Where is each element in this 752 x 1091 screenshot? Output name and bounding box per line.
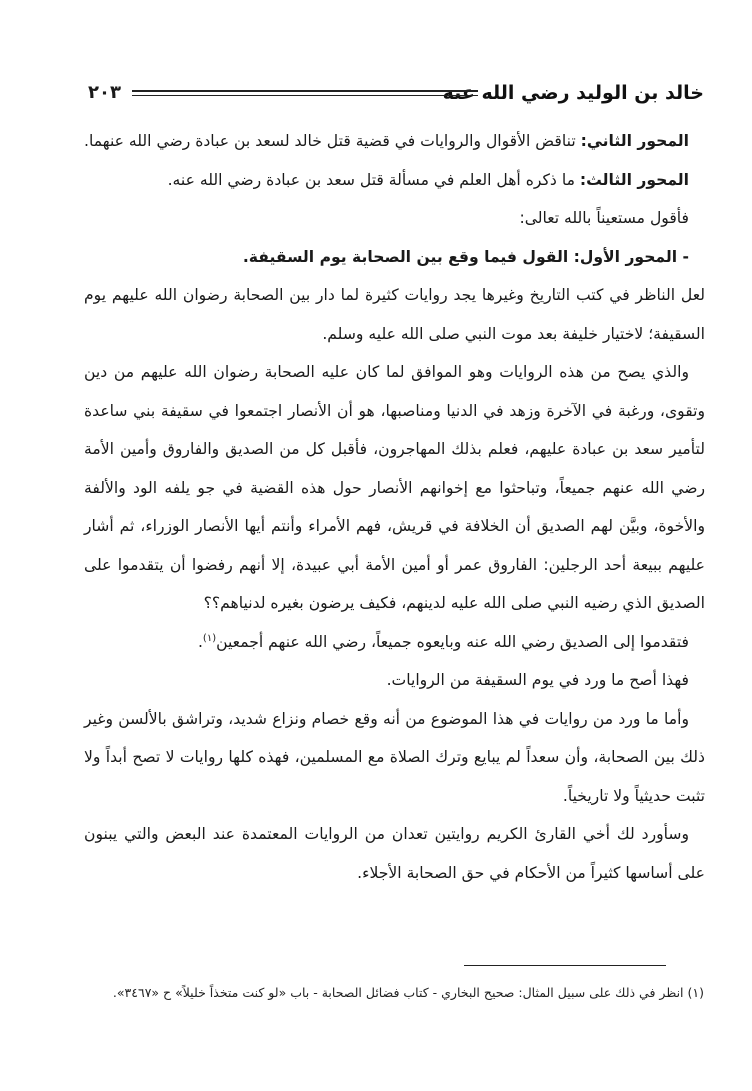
paragraph-text: ما ذكره أهل العلم في مسألة قتل سعد بن عبادة رضي الله عنه.: [167, 170, 580, 189]
paragraph: [84, 161, 705, 200]
axis-label: المحور الثاني:: [580, 132, 689, 150]
paragraph-end: .: [197, 632, 203, 651]
paragraph: لعل الناظر في كتب التاريخ وغيرها يجد روايات كثيرة لما دار بين الصحابة رضوان الله عليهم يوم السقيفة؛ لاختيار خليفة بعد موت النبي صلى الله عليه وسلم.: [84, 286, 705, 343]
footnote-text: (١) انظر في ذلك على سبيل المثال: صحيح البخاري - كتاب فضائل الصحابة - باب «لو كنت متخذاً خليلاً» ح «٣٤٦٧».: [112, 985, 704, 1000]
body-text: [84, 122, 705, 892]
paragraph: فأقول مستعيناً بالله تعالى:: [519, 209, 689, 227]
running-title: خالد بن الوليد رضي الله عنه: [442, 82, 704, 104]
paragraph: [84, 122, 705, 161]
footnote: [86, 980, 704, 1005]
page-header: [88, 80, 704, 110]
section-heading: - المحور الأول: القول فيما وقع بين الصحابة يوم السقيفة.: [242, 247, 689, 266]
axis-label: المحور الثالث:: [579, 170, 689, 189]
paragraph-text: فتقدموا إلى الصديق رضي الله عنه وبايعوه جميعاً، رضي الله عنهم أجمعين: [216, 632, 689, 651]
page-number: ٢٠٣: [88, 82, 121, 103]
paragraph: وسأورد لك أخي القارئ الكريم روايتين تعدان من الروايات المعتمدة عند البعض والتي يبنون على أساسها كثيراً من الأحكام في حق الصحابة الأجلاء.: [84, 825, 705, 882]
paragraph: فهذا أصح ما ورد في يوم السقيفة من الروايات.: [386, 671, 689, 689]
paragraph: [84, 623, 705, 662]
paragraph-text: تناقض الأقوال والروايات في قضية قتل خالد لسعد بن عبادة رضي الله عنهما.: [84, 132, 581, 150]
paragraph: وأما ما ورد من روايات في هذا الموضوع من أنه وقع خصام ونزاع شديد، وتراشق بالألسن وغير ذلك بين الصحابة، وأن سعداً لم يبايع وترك الصلاة مع المسلمين، فهذه كلها روايات لا تصح أبداً ولا تثبت حديثياً ولا تاريخياً.: [84, 709, 705, 805]
paragraph: والذي يصح من هذه الروايات وهو الموافق لما كان عليه الصحابة رضوان الله عليهم من دين وتقوى، ورغبة في الآخرة وزهد في الدنيا ومناصبها، هو أن الأنصار اجتمعوا في سقيفة بني ساعدة لتأمير سعد بن عبادة عليهم، فعلم بذلك المهاجرون، فأقبل كل من الصديق والفاروق وأمين الأمة رضي الله عنهم جميعاً، وتباحثوا مع إخوانهم الأنصار حول هذه القضية في جو يلفه الود والألفة والأخوة، وبيَّن لهم الصديق أن الخلافة في قريش، فهم الأمراء وأنتم أيها الأنصار الوزراء، ثم أشار عليهم ببيعة أحد الرجلين: الفاروق عمر أو أمين الأمة أبي عبيدة، إلا أنهم رفضوا أن يتقدموا على الصديق الذي رضيه النبي صلى الله عليه لدينهم، فكيف يرضون بغيره لدنياهم؟؟: [84, 363, 705, 612]
header-rule: [132, 90, 478, 96]
footnote-rule: [464, 965, 666, 966]
footnote-ref[interactable]: (١): [202, 632, 217, 644]
